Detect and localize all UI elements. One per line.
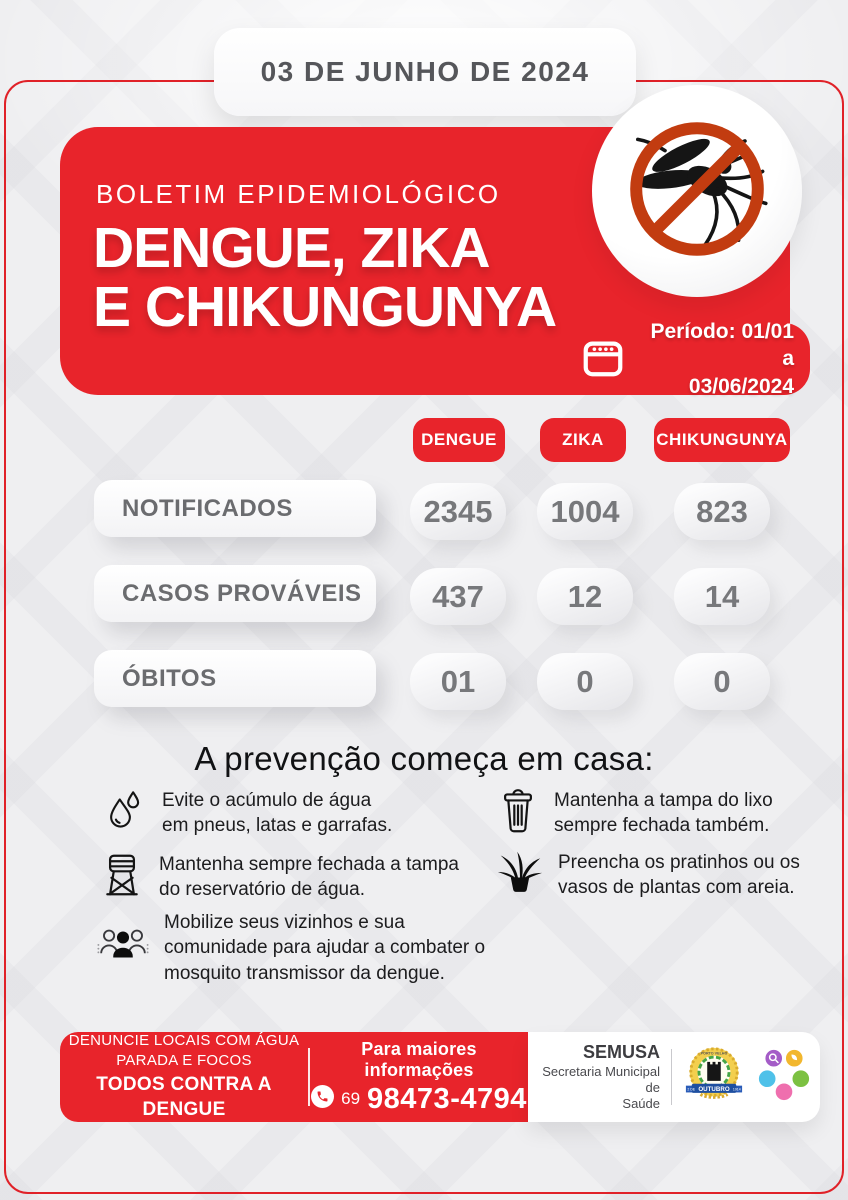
period-text — [638, 318, 794, 400]
seal-banner-text: OUTUBRO — [698, 1085, 730, 1093]
column-header-dengue: DENGUE — [413, 418, 505, 462]
plant-icon — [497, 850, 543, 894]
tip-water-accumulation — [103, 788, 397, 839]
date-banner — [214, 28, 636, 116]
value-casos-chikungunya: 14 — [674, 568, 770, 625]
community-icon — [97, 924, 149, 964]
tip-text: Preencha os pratinhos ou os vasos de plantas com areia. — [558, 852, 800, 899]
contact-label: Para maiores informações — [361, 1038, 477, 1080]
tip-text: Mantenha a tampa do lixo sempre fechada também. — [554, 790, 773, 837]
org-desc-line-2: Saúde — [622, 1096, 660, 1112]
row-label-notificados: NOTIFICADOS — [94, 480, 376, 537]
period-line-1: Período: 01/01 a — [650, 320, 794, 371]
org-text-block — [538, 1041, 660, 1112]
value-casos-dengue: 437 — [410, 568, 506, 625]
denounce-line-2: PARADA E FOCOS — [116, 1051, 252, 1069]
row-label-casos-provaveis: CASOS PROVÁVEIS — [94, 565, 376, 622]
footer-alert-bar — [60, 1032, 528, 1122]
row-label-obitos: ÓBITOS — [94, 650, 376, 707]
calendar-icon — [580, 334, 626, 385]
tip-trash-lid — [497, 788, 796, 839]
trash-icon — [497, 788, 539, 834]
tip-text: Mobilize seus vizinhos e sua comunidade para ajudar a combater o mosquito transmissor da dengue. — [164, 912, 486, 984]
seal-left-text: 2 DE — [687, 1087, 696, 1091]
column-header-chikungunya: CHIKUNGUNYA — [654, 418, 790, 462]
phone-icon — [311, 1085, 334, 1113]
footer-org-card — [528, 1032, 820, 1122]
title-line-1: DENGUE, ZIKA — [93, 216, 490, 280]
period-line-2: 03/06/2024 — [688, 374, 794, 398]
water-drops-icon — [103, 788, 147, 832]
denounce-block — [60, 1031, 308, 1122]
seal-top-text: PORTO VELHO — [700, 1051, 728, 1056]
bulletin-kicker: BOLETIM EPIDEMIOLÓGICO — [96, 179, 501, 209]
org-divider — [671, 1049, 672, 1105]
value-notificados-chikungunya: 823 — [674, 483, 770, 540]
phone-row — [310, 1083, 528, 1116]
water-tank-icon — [100, 852, 144, 898]
period-badge — [580, 320, 810, 398]
contact-block — [310, 1039, 528, 1116]
no-mosquito-badge — [592, 85, 802, 297]
seal-right-text: 1914 — [732, 1087, 741, 1091]
title-line-2: E CHIKUNGUNYA — [93, 275, 557, 340]
denounce-line-1: DENUNCIE LOCAIS COM ÁGUA — [68, 1032, 300, 1050]
denounce-slogan: TODOS CONTRA A DENGUE — [96, 1074, 272, 1120]
tip-text: Mantenha sempre fechada a tampa do reservatório de água. — [159, 854, 459, 901]
org-desc-line-1: Secretaria Municipal de — [542, 1063, 660, 1096]
value-notificados-dengue: 2345 — [410, 483, 506, 540]
org-name: SEMUSA — [582, 1042, 660, 1063]
tip-water-tank — [100, 852, 479, 903]
prevention-heading: A prevenção começa em casa: — [194, 740, 654, 777]
phone-number: 98473-4794 — [367, 1082, 527, 1115]
value-obitos-zika: 0 — [537, 653, 633, 710]
value-casos-zika: 12 — [537, 568, 633, 625]
no-mosquito-icon — [617, 109, 777, 274]
value-notificados-zika: 1004 — [537, 483, 633, 540]
tip-community — [97, 910, 486, 986]
value-obitos-dengue: 01 — [410, 653, 506, 710]
bulletin-title — [93, 216, 557, 340]
date-banner-text: 03 DE JUNHO DE 2024 — [260, 56, 590, 87]
value-obitos-chikungunya: 0 — [674, 653, 770, 710]
tip-plant-dishes — [497, 850, 822, 901]
health-program-logo — [756, 1047, 812, 1108]
tip-text: Evite o acúmulo de água em pneus, latas e garrafas. — [162, 790, 393, 837]
phone-area-code: 69 — [341, 1089, 361, 1108]
header-card — [60, 127, 794, 398]
column-header-zika: ZIKA — [540, 418, 626, 462]
city-seal-logo — [683, 1044, 745, 1111]
